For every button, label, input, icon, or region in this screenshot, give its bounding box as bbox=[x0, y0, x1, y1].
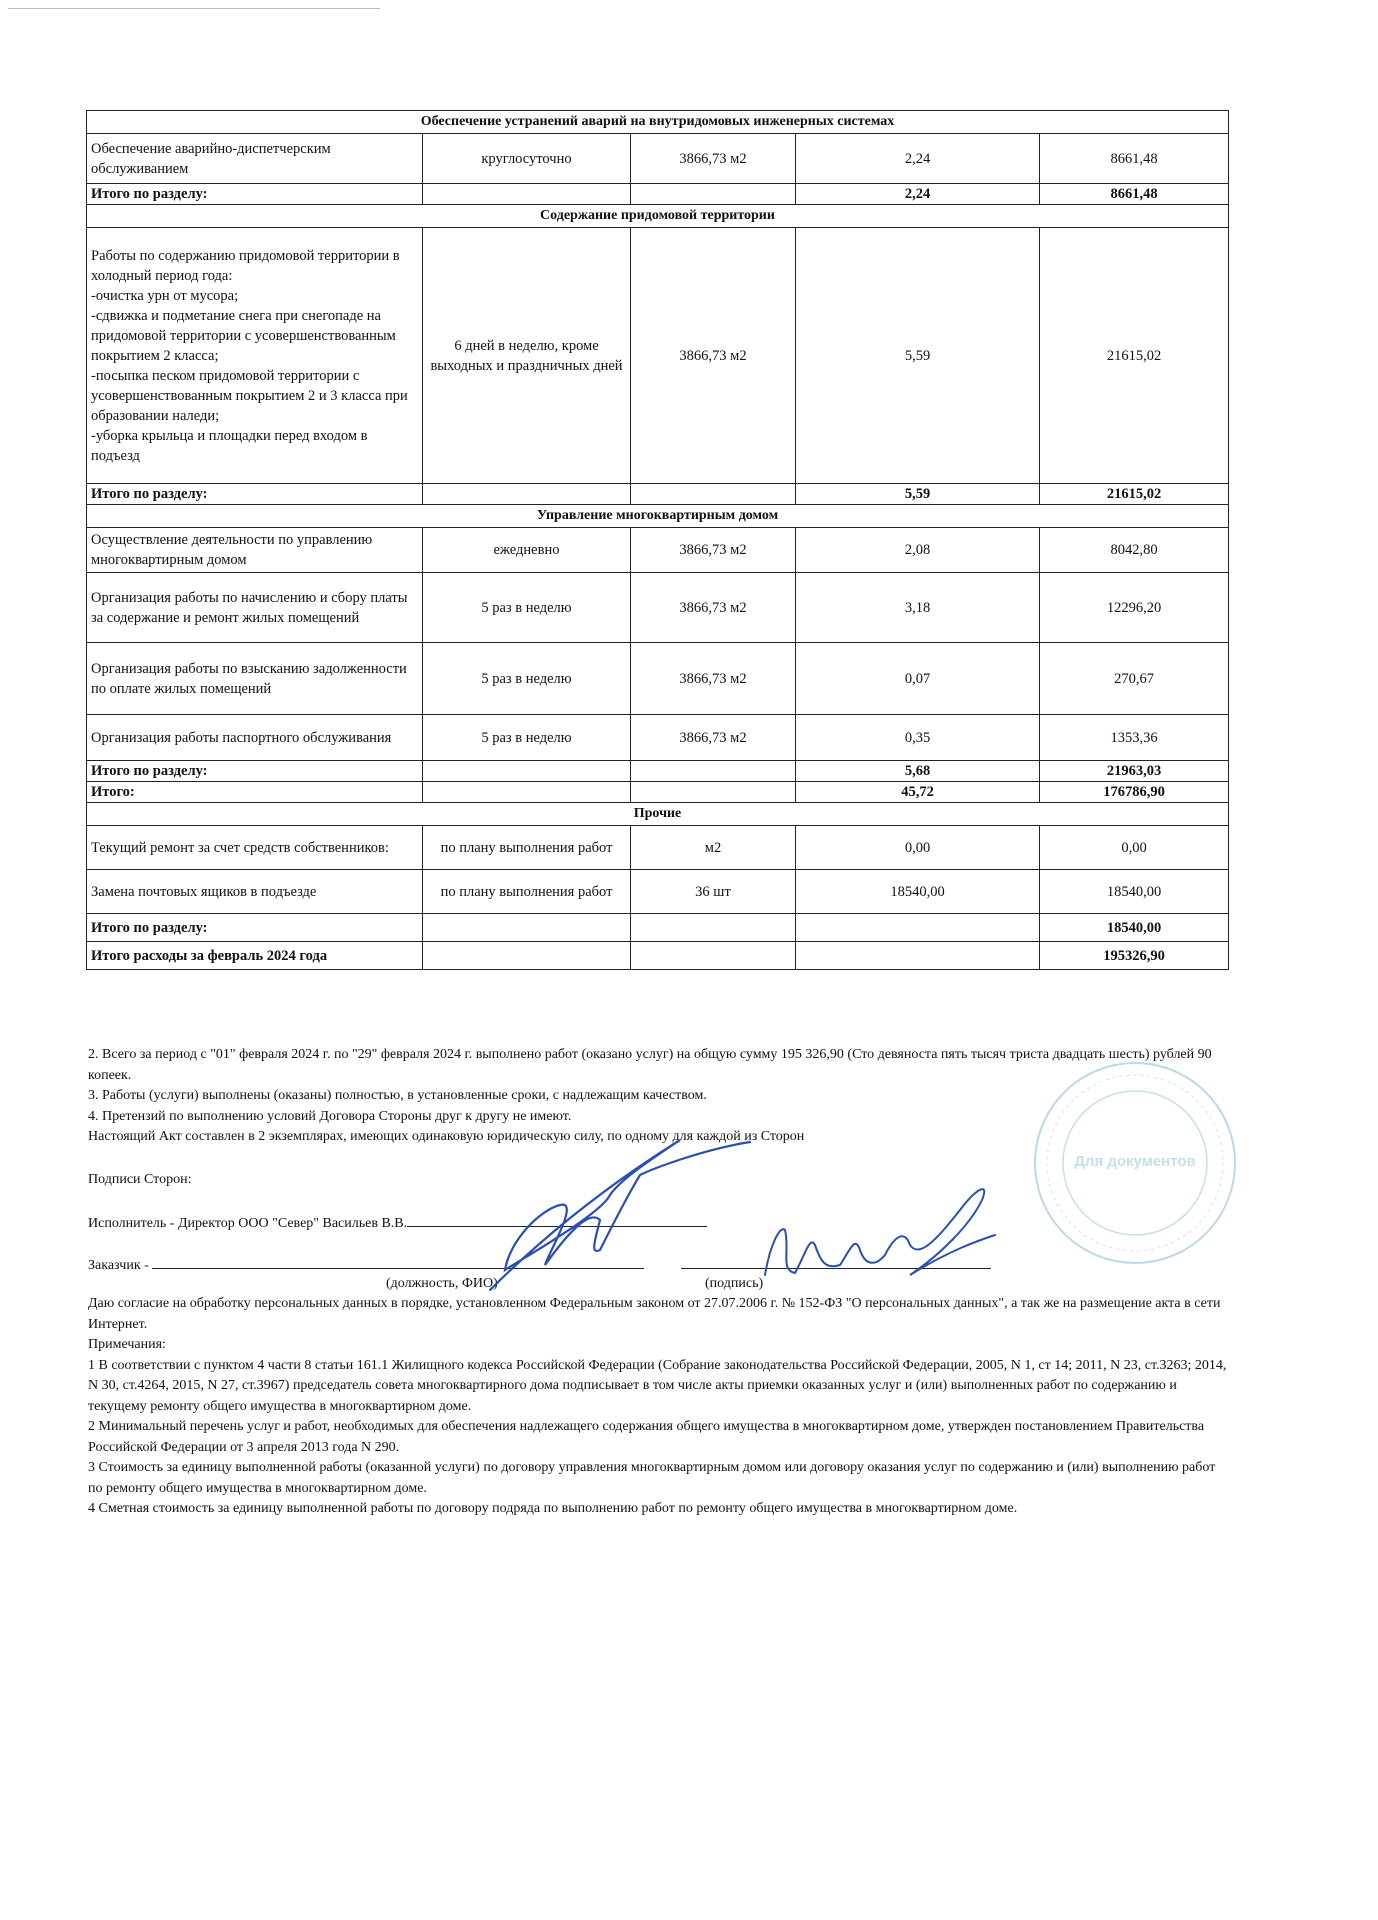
service-rate: 0,00 bbox=[796, 826, 1040, 870]
service-rate: 3,18 bbox=[796, 573, 1040, 643]
service-rate: 0,35 bbox=[796, 715, 1040, 761]
section-total-row: Итого по разделу: 5,68 21963,03 bbox=[87, 761, 1229, 782]
service-rate: 2,08 bbox=[796, 528, 1040, 573]
service-period: 5 раз в неделю bbox=[423, 573, 631, 643]
service-sum: 12296,20 bbox=[1040, 573, 1229, 643]
service-area: 3866,73 м2 bbox=[631, 228, 796, 484]
service-sum: 1353,36 bbox=[1040, 715, 1229, 761]
service-area: 3866,73 м2 bbox=[631, 134, 796, 184]
service-area: 36 шт bbox=[631, 870, 796, 914]
expenses-total-row: Итого расходы за февраль 2024 года 195326,90 bbox=[87, 942, 1229, 970]
service-area: 3866,73 м2 bbox=[631, 643, 796, 715]
company-stamp bbox=[1030, 1058, 1240, 1268]
total-paragraph: 2. Всего за период с "01" февраля 2024 г. по "29" февраля 2024 г. выполнено работ (оказано услуг) на общую сумму 195 326,90 (Сто девяноста пять тысяч триста двадцать шесть) рублей 90 копеек. bbox=[88, 1047, 1212, 1083]
note-item: 1 В соответствии с пунктом 4 части 8 статьи 161.1 Жилищного кодекса Российской Федерации (Собрание законодательства Российской Федерации, 2005, N 1, ст 14; 2011, N 23, ст.3263; 2014, N 30, ст.4264, 2015, N 27, ст.3967) председатель совета многоквартирного дома подписывает в том числе акты приемки оказанных услуг и (или) выполненных работ по содержанию и текущему ремонту общего имущества в многоквартирном доме. bbox=[88, 1357, 1227, 1414]
service-rate: 18540,00 bbox=[796, 870, 1040, 914]
claims-paragraph: 4. Претензий по выполнению условий Договора Стороны друг к другу не имеют. bbox=[88, 1108, 572, 1124]
service-period: ежедневно bbox=[423, 528, 631, 573]
service-name: Текущий ремонт за счет средств собственников: bbox=[87, 826, 423, 870]
service-sum: 8661,48 bbox=[1040, 134, 1229, 184]
service-area: м2 bbox=[631, 826, 796, 870]
stamp-center-text: Для документов bbox=[1074, 1153, 1196, 1170]
service-name: Организация работы по взысканию задолженности по оплате жилых помещений bbox=[87, 643, 423, 715]
service-sum: 270,67 bbox=[1040, 643, 1229, 715]
grand-total-row: Итого: 45,72 176786,90 bbox=[87, 782, 1229, 803]
position-caption: (должность, ФИО) bbox=[386, 1276, 498, 1291]
note-item: 3 Стоимость за единицу выполненной работы (оказанной услуги) по договору управления многоквартирным домом или договору оказания услуг по содержанию и (или) выполнению работ по ремонту общего имущества в многоквартирном доме. bbox=[88, 1460, 1216, 1496]
service-name: Организация работы паспортного обслуживания bbox=[87, 715, 423, 761]
section-total-row: Итого по разделу: 2,24 8661,48 bbox=[87, 184, 1229, 205]
section-header: Прочие bbox=[87, 803, 1229, 826]
table-row bbox=[87, 715, 1229, 761]
service-sum: 21615,02 bbox=[1040, 228, 1229, 484]
customer-signature bbox=[750, 1155, 1000, 1290]
service-sum: 0,00 bbox=[1040, 826, 1229, 870]
section-header: Содержание придомовой территории bbox=[87, 205, 1229, 228]
service-period: по плану выполнения работ bbox=[423, 826, 631, 870]
section-total-row: Итого по разделу: 18540,00 bbox=[87, 914, 1229, 942]
section-header: Обеспечение устранений аварий на внутридомовых инженерных системах bbox=[87, 111, 1229, 134]
section-total-row: Итого по разделу: 5,59 21615,02 bbox=[87, 484, 1229, 505]
signatures-title: Подписи Сторон: bbox=[88, 1171, 192, 1187]
section-header: Управление многоквартирным домом bbox=[87, 505, 1229, 528]
service-rate: 2,24 bbox=[796, 134, 1040, 184]
executor-label: Исполнитель - Директор ООО "Север" Васильев В.В. bbox=[88, 1216, 408, 1231]
service-name: Осуществление деятельности по управлению многоквартирным домом bbox=[87, 528, 423, 573]
service-sum: 8042,80 bbox=[1040, 528, 1229, 573]
notes-title: Примечания: bbox=[88, 1337, 166, 1352]
service-name: Замена почтовых ящиков в подъезде bbox=[87, 870, 423, 914]
table-row bbox=[87, 870, 1229, 914]
customer-label: Заказчик - bbox=[88, 1258, 149, 1273]
service-rate: 0,07 bbox=[796, 643, 1040, 715]
table-row bbox=[87, 643, 1229, 715]
service-sum: 18540,00 bbox=[1040, 870, 1229, 914]
service-period: 5 раз в неделю bbox=[423, 643, 631, 715]
note-item: 2 Минимальный перечень услуг и работ, необходимых для обеспечения надлежащего содержания общего имущества в многоквартирном доме, утвержден постановлением Правительства Российской Федерации от 3 апреля 2013 года N 290. bbox=[88, 1419, 1205, 1455]
service-area: 3866,73 м2 bbox=[631, 715, 796, 761]
service-name: Организация работы по начислению и сбору платы за содержание и ремонт жилых помещений bbox=[87, 573, 423, 643]
note-item: 4 Сметная стоимость за единицу выполненной работы по договору подряда по выполнению работ по ремонту общего имущества в многоквартирном доме. bbox=[88, 1501, 1018, 1516]
table-row bbox=[87, 826, 1229, 870]
table-row bbox=[87, 228, 1229, 484]
services-table bbox=[86, 110, 1229, 970]
signature-caption: (подпись) bbox=[705, 1276, 764, 1291]
executor-signature bbox=[450, 1120, 780, 1300]
service-area: 3866,73 м2 bbox=[631, 573, 796, 643]
service-period: по плану выполнения работ bbox=[423, 870, 631, 914]
service-name: Работы по содержанию придомовой территории в холодный период года: -очистка урн от мусора; -сдвижка и подметание снега при снегопаде на придомовой территории с усовершенствованным покрытием 2 класса; -посыпка песком придомовой территории с усовершенствованным покрытием 2 и 3 класса при образовании наледи; -уборка крыльца и площадки перед входом в подъезд bbox=[87, 228, 423, 484]
service-name: Обеспечение аварийно-диспетчерским обслуживанием bbox=[87, 134, 423, 184]
table-row bbox=[87, 573, 1229, 643]
service-period: круглосуточно bbox=[423, 134, 631, 184]
service-period: 5 раз в неделю bbox=[423, 715, 631, 761]
service-rate: 5,59 bbox=[796, 228, 1040, 484]
service-area: 3866,73 м2 bbox=[631, 528, 796, 573]
table-row bbox=[87, 134, 1229, 184]
service-period: 6 дней в неделю, кроме выходных и праздничных дней bbox=[423, 228, 631, 484]
scan-edge-line bbox=[8, 8, 380, 9]
copies-paragraph: Настоящий Акт составлен в 2 экземплярах, имеющих одинаковую юридическую силу, по одному для каждой из Сторон bbox=[88, 1129, 805, 1144]
quality-paragraph: 3. Работы (услуги) выполнены (оказаны) полностью, в установленные сроки, с надлежащим качеством. bbox=[88, 1088, 707, 1103]
consent-paragraph: Даю согласие на обработку персональных данных в порядке, установленном Федеральным законом от 27.07.2006 г. № 152-ФЗ "О персональных данных", а так же на размещение акта в сети Интернет. bbox=[88, 1296, 1221, 1332]
table-row bbox=[87, 528, 1229, 573]
